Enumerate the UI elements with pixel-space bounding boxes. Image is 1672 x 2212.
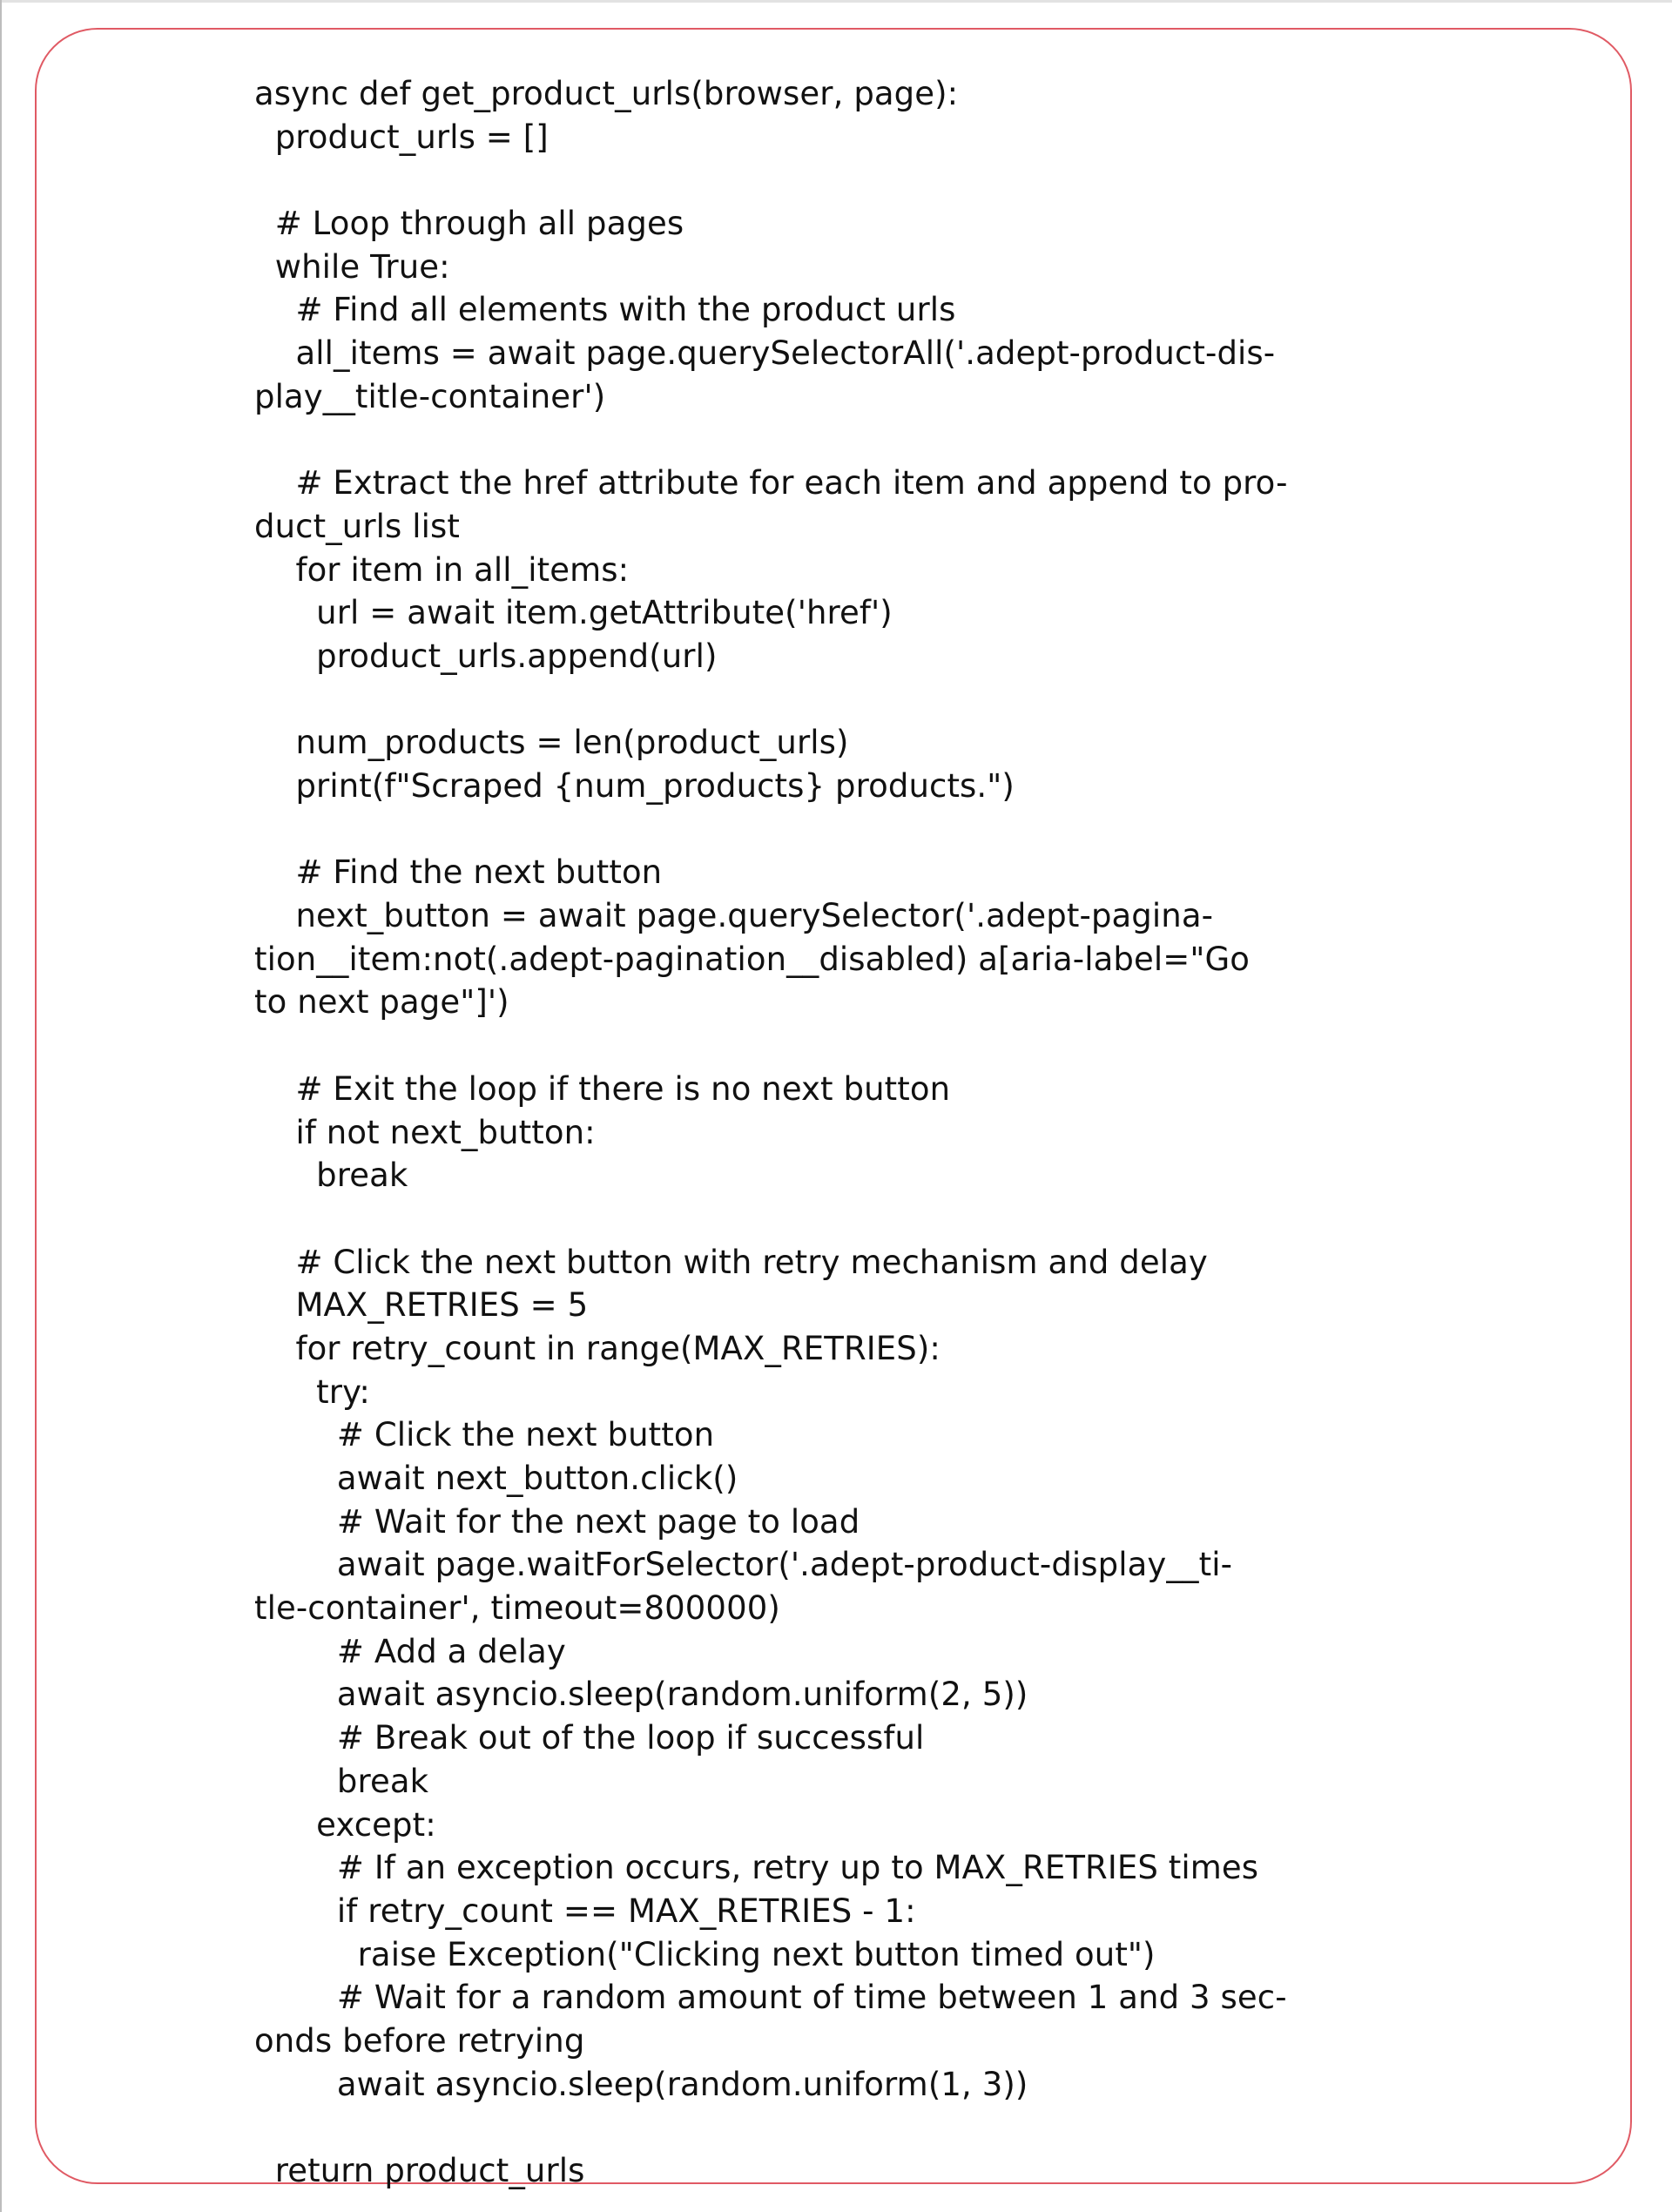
code-line: tion__item:not(.adept-pagination__disabled) a[aria-label="Go — [254, 940, 1250, 978]
code-line: raise Exception("Clicking next button timed out") — [254, 1935, 1156, 1973]
code-line — [254, 808, 1491, 852]
code-line: # Find all elements with the product urls — [254, 291, 956, 329]
code-line: for item in all_items: — [254, 550, 630, 589]
code-line: # Find the next button — [254, 853, 663, 892]
code-line: # Loop through all pages — [254, 205, 684, 243]
code-line: duct_urls list — [254, 507, 461, 545]
code-line: if retry_count == MAX_RETRIES - 1: — [254, 1892, 916, 1930]
code-line: num_products = len(product_urls) — [254, 724, 849, 762]
page-left-border — [0, 0, 2, 2212]
code-line: await asyncio.sleep(random.uniform(2, 5)) — [254, 1676, 1028, 1714]
code-line: if not next_button: — [254, 1113, 596, 1151]
code-line: to next page"]') — [254, 983, 509, 1022]
code-line: # Wait for the next page to load — [254, 1502, 860, 1541]
code-line: # Break out of the loop if successful — [254, 1719, 925, 1757]
code-line — [254, 419, 1491, 462]
code-block — [254, 72, 1491, 2193]
code-line: await next_button.click() — [254, 1460, 738, 1497]
code-line — [254, 678, 1491, 722]
code-line: # If an exception occurs, retry up to MAX_RETRIES times — [254, 1849, 1259, 1887]
code-line: await asyncio.sleep(random.uniform(1, 3)) — [254, 2065, 1028, 2103]
code-line: print(f"Scraped {num_products} products.") — [254, 767, 1015, 805]
code-line: while True: — [254, 247, 450, 286]
code-line: # Click the next button with retry mechanism and delay — [254, 1243, 1208, 1281]
code-line: return product_urls — [254, 2152, 585, 2189]
code-line: break — [254, 1762, 429, 1800]
code-line: # Add a delay — [254, 1632, 566, 1670]
code-line: async def get_product_urls(browser, page): — [254, 75, 959, 112]
code-line: try: — [254, 1372, 370, 1411]
code-line — [254, 1197, 1491, 1241]
code-card — [35, 28, 1632, 2189]
code-line — [254, 2106, 1491, 2149]
code-line: # Click the next button — [254, 1416, 715, 1454]
code-line: product_urls = [] — [254, 118, 549, 156]
code-line: except: — [254, 1805, 436, 1844]
code-line: url = await item.getAttribute('href') — [254, 594, 893, 632]
code-line: # Wait for a random amount of time between 1 and 3 sec- — [254, 1979, 1287, 2017]
code-line: product_urls.append(url) — [254, 637, 718, 675]
code-line: MAX_RETRIES = 5 — [254, 1286, 589, 1325]
code-line: all_items = await page.querySelectorAll('.adept-product-dis- — [254, 334, 1276, 373]
code-line: # Exit the loop if there is no next button — [254, 1069, 951, 1108]
code-line — [254, 158, 1491, 202]
code-line: await page.waitForSelector('.adept-product-display__ti- — [254, 1546, 1233, 1584]
code-line: onds before retrying — [254, 2021, 585, 2060]
code-line: play__title-container') — [254, 377, 606, 415]
code-line: for retry_count in range(MAX_RETRIES): — [254, 1329, 940, 1367]
code-line: next_button = await page.querySelector('.adept-pagina- — [254, 897, 1214, 935]
code-line: tle-container', timeout=800000) — [254, 1589, 780, 1628]
code-line: # Extract the href attribute for each item and append to pro- — [254, 464, 1288, 502]
code-line — [254, 1024, 1491, 1068]
code-line: break — [254, 1157, 408, 1195]
page-top-border — [0, 0, 1672, 3]
